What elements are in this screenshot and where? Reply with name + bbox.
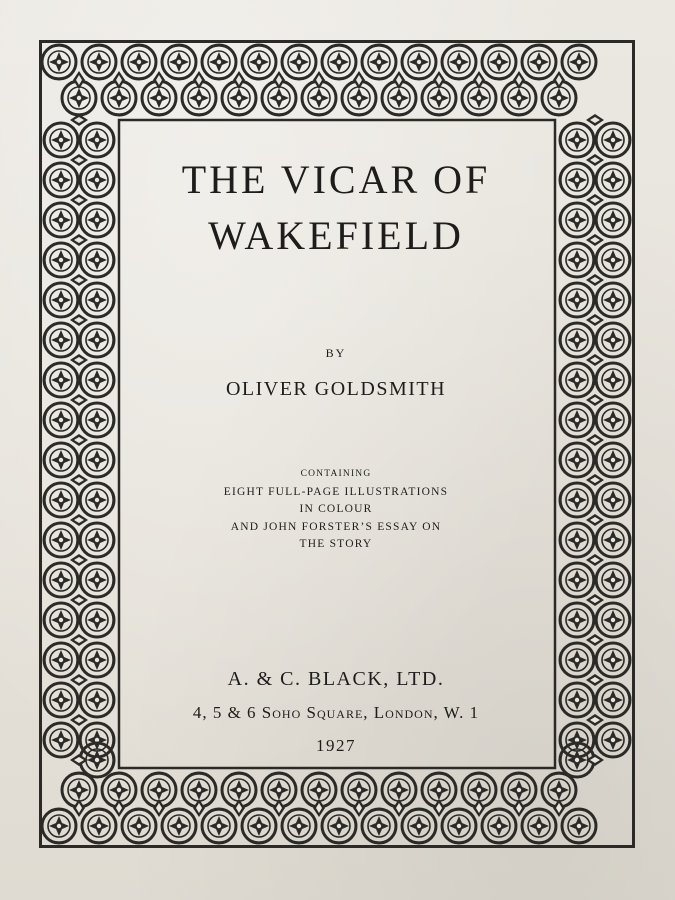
book-title-line-1: THE VICAR OF [181, 157, 491, 202]
contents-line: AND JOHN FORSTER’S ESSAY ON [230, 520, 442, 533]
contents-line: CONTAINING [300, 469, 372, 479]
title-page-text [120, 120, 552, 780]
author-name: OLIVER GOLDSMITH [225, 378, 447, 400]
publisher-name: A. & C. BLACK, LTD. [227, 668, 445, 690]
publisher-address: 4, 5 & 6 Soho Square, London, W. 1 [192, 703, 480, 722]
contents-line: THE STORY [299, 538, 373, 550]
contents-line: IN COLOUR [299, 503, 373, 515]
contents-line: EIGHT FULL-PAGE ILLUSTRATIONS [223, 485, 449, 498]
byline: BY [325, 346, 347, 360]
contents-note [120, 466, 552, 554]
publication-year: 1927 [316, 736, 356, 755]
book-title-line-2: WAKEFIELD [208, 213, 464, 258]
